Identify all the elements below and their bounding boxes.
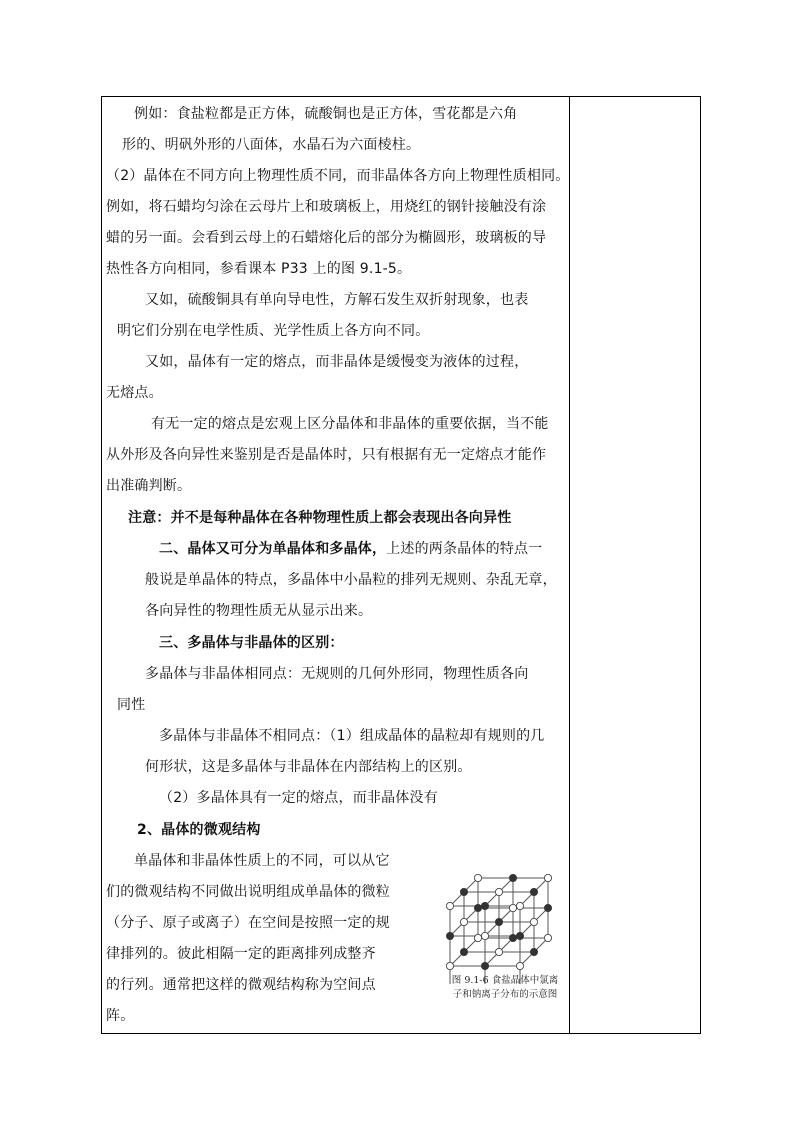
text-line: 般说是单晶体的特点，多晶体中小晶粒的排列无规则、杂乱无章，: [145, 572, 557, 588]
figure-caption: [440, 974, 570, 1002]
text-line: 从外形及各向异性来鉴别是否是晶体时，只有根据有无一定熔点才能作: [106, 447, 547, 463]
text-line: 出准确判断。: [106, 478, 192, 494]
text-line: （2）多晶体具有一定的熔点，而非晶体没有: [159, 790, 438, 806]
text-line: 何形状，这是多晶体与非晶体在内部结构上的区别。: [145, 759, 472, 775]
caption-line: 图 9.1-6 食盐晶体中氯离: [451, 975, 559, 986]
text-line: 热性各方向相同，参看课本 P33 上的图 9.1-5。: [106, 261, 412, 277]
text-line: 上述的两条晶体的特点一: [386, 541, 543, 557]
text-line: （分子、原子或离子）在空间是按照一定的规: [106, 915, 390, 931]
text-line: 例如：食盐粒都是正方体，硫酸铜也是正方体，雪花都是六角: [134, 106, 518, 122]
text-line: 有无一定的熔点是宏观上区分晶体和非晶体的重要依据，当不能: [151, 416, 549, 432]
text-line: 同性: [117, 697, 146, 713]
section-heading-3: 三、多晶体与非晶体的区别：: [159, 635, 344, 651]
text-line: 又如，硫酸铜具有单向导电性，方解石发生双折射现象，也表: [145, 292, 529, 308]
subsection-heading: 2、晶体的微观结构: [137, 822, 261, 838]
text-line: 蜡的另一面。会看到云母上的石蜡熔化后的部分为椭圆形，玻璃板的导: [106, 230, 547, 246]
text-line: 的行列。通常把这样的微观结构称为空间点: [106, 977, 376, 993]
text-line: 明它们分别在电学性质、光学性质上各方向不同。: [117, 323, 430, 339]
text-line: 例如，将石蜡均匀涂在云母片上和玻璃板上，用烧红的钢针接触没有涂: [106, 199, 547, 215]
text-line: 们的微观结构不同做出说明组成单晶体的微粒: [106, 884, 390, 900]
text-line: 多晶体与非晶体不相同点：（1）组成晶体的晶粒却有规则的几: [159, 728, 545, 744]
text-line: 单晶体和非晶体性质上的不同，可以从它: [134, 853, 390, 869]
section-line: [159, 540, 542, 558]
text-line: 又如，晶体有一定的熔点，而非晶体是缓慢变为液体的过程，: [145, 354, 529, 370]
caption-line: 子和钠离子分布的示意图: [452, 989, 558, 1000]
text-line: 阵。: [106, 1008, 135, 1024]
text-line: 形的、明矾外形的八面体，水晶石为六面棱柱。: [122, 137, 421, 153]
text-line: （2）晶体在不同方向上物理性质不同，而非晶体各方向上物理性质相同。: [106, 168, 570, 184]
text-line: 无熔点。: [106, 385, 163, 401]
section-heading-2: 二、晶体又可分为单晶体和多晶体，: [159, 541, 387, 557]
column-divider: [569, 97, 570, 1033]
text-line: 多晶体与非晶体相同点：无规则的几何外形同，物理性质各向: [145, 666, 529, 682]
note-heading: 注意：并不是每种晶体在各种物理性质上都会表现出各向异性: [128, 510, 512, 526]
text-line: 律排列的。彼此相隔一定的距离排列成整齐: [106, 946, 376, 962]
content-table: [101, 96, 701, 1034]
text-line: 各向异性的物理性质无从显示出来。: [145, 603, 373, 619]
